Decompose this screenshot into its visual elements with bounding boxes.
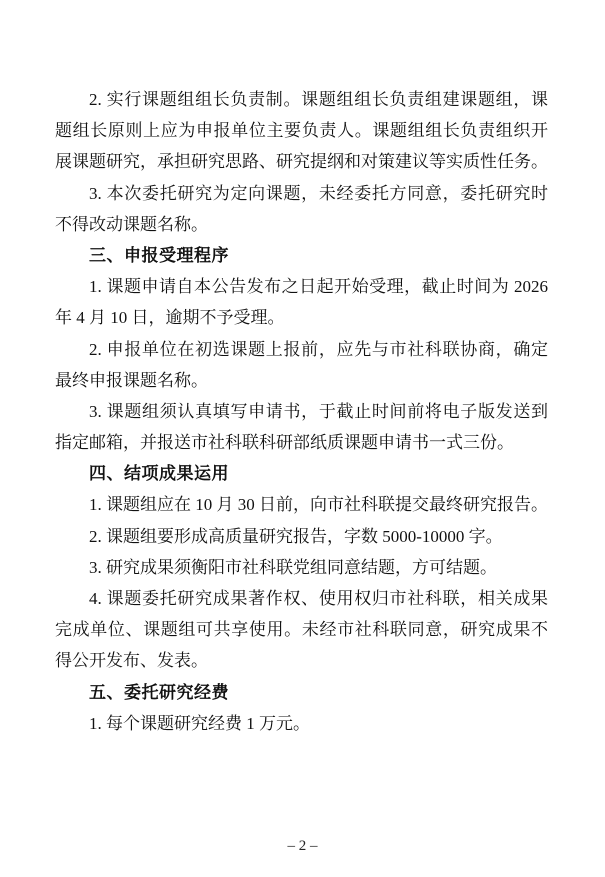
paragraph-line: 完成单位、课题组可共享使用。未经市社科联同意，研究成果不 xyxy=(55,620,548,640)
paragraph-line: 1. 课题组应在 10 月 30 日前，向市社科联提交最终研究报告。 xyxy=(89,495,548,515)
paragraph-line: 年 4 月 10 日，逾期不予受理。 xyxy=(55,308,285,328)
document-body xyxy=(55,84,548,739)
paragraph-line: 指定邮箱，并报送市社科联科研部纸质课题申请书一式三份。 xyxy=(55,433,514,453)
paragraph-line: 最终申报课题名称。 xyxy=(55,370,208,390)
paragraph-line: 4. 课题委托研究成果著作权、使用权归市社科联，相关成果 xyxy=(89,589,548,608)
page-number: – 2 – xyxy=(287,838,318,854)
section-heading: 四、结项成果运用 xyxy=(89,464,229,484)
paragraph-line: 3. 课题组须认真填写申请书，于截止时间前将电子版发送到 xyxy=(89,401,548,421)
paragraph-line: 不得改动课题名称。 xyxy=(55,214,208,234)
paragraph-line: 1. 每个课题研究经费 1 万元。 xyxy=(89,713,310,733)
paragraph-line: 1. 课题申请自本公告发布之日起开始受理，截止时间为 2026 xyxy=(89,277,548,297)
paragraph-line: 2. 申报单位在初选课题上报前，应先与市社科联协商，确定 xyxy=(89,339,548,359)
paragraph-line: 3. 本次委托研究为定向课题，未经委托方同意，委托研究时 xyxy=(89,183,548,203)
paragraph-line: 2. 实行课题组组长负责制。课题组组长负责组建课题组，课 xyxy=(89,90,548,109)
paragraph-line: 题组长原则上应为申报单位主要负责人。课题组组长负责组织开 xyxy=(55,121,548,141)
paragraph-line: 3. 研究成果须衡阳市社科联党组同意结题，方可结题。 xyxy=(89,557,497,577)
paragraph-line: 2. 课题组要形成高质量研究报告，字数 5000-10000 字。 xyxy=(89,526,503,546)
section-heading: 三、申报受理程序 xyxy=(89,245,229,265)
paragraph-line: 展课题研究，承担研究思路、研究提纲和对策建议等实质性任务。 xyxy=(55,152,548,172)
paragraph-line: 得公开发布、发表。 xyxy=(55,651,208,671)
section-heading: 五、委托研究经费 xyxy=(89,682,229,702)
